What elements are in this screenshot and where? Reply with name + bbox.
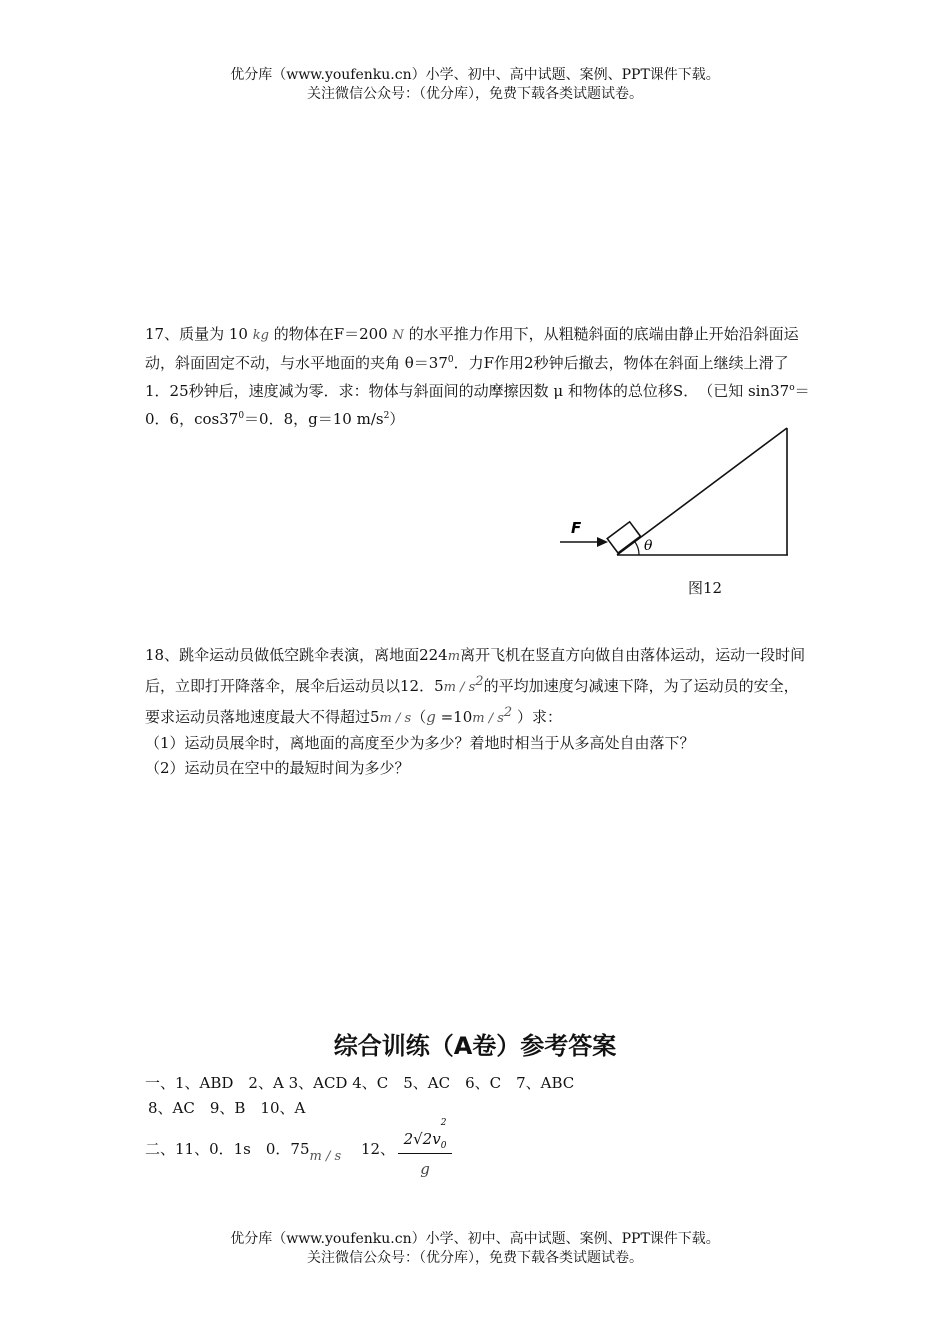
incline-diagram xyxy=(555,422,800,562)
answers-line-3 xyxy=(145,1138,396,1164)
fraction-numerator xyxy=(398,1118,452,1154)
incline-slope xyxy=(617,428,787,555)
unit-ms2: m / s xyxy=(472,711,504,726)
q18-sub-1: （1）运动员展伞时，离地面的高度至少为多少？着地时相当于从多高处自由落下？ xyxy=(145,734,695,752)
q17-text-7: ） xyxy=(389,410,405,428)
block xyxy=(607,522,640,553)
q17-text-2: 的物体在F＝200 xyxy=(268,325,393,343)
unit-ms: m / s xyxy=(379,711,412,726)
q18-text-6: ）求： xyxy=(512,708,562,726)
degree-mark: 0 xyxy=(447,355,454,365)
theta-label: θ xyxy=(644,538,653,554)
answer-12-fraction xyxy=(398,1118,452,1178)
answers-line-1: 一、1、ABD 2、A 3、ACD 4、C 5、AC 6、C 7、ABC xyxy=(145,1074,575,1092)
unit-m: m xyxy=(447,649,461,664)
footer-line-1: 优分库（www.youfenku.cn）小学、初中、高中试题、案例、PPT课件下载。 xyxy=(230,1231,720,1247)
q17-text-6: ＝0．8，g＝10 m/s xyxy=(244,410,384,428)
exponent-2: 2 xyxy=(383,411,390,421)
answers-line-2: 8、AC 9、B 10、A xyxy=(148,1099,306,1117)
q17-text-1: 17、质量为 10 xyxy=(145,325,253,343)
answer-11: 二、11、0．1s 0．75 xyxy=(145,1140,310,1158)
answer-12-label: 12、 xyxy=(341,1140,396,1158)
numerator-sup: 2 xyxy=(440,1118,447,1128)
fraction-denominator: g xyxy=(420,1160,430,1178)
question-17 xyxy=(145,322,810,432)
page-footer xyxy=(0,1230,950,1268)
angle-arc xyxy=(635,542,639,555)
unit-ms2: m / s xyxy=(443,680,476,695)
numerator-sub: 0 xyxy=(440,1141,447,1151)
degree-mark: 0 xyxy=(238,411,245,421)
header-line-2: 关注微信公众号：（优分库），免费下载各类试题试卷。 xyxy=(307,86,643,102)
q17-text-4: ．力F作用2秒钟后撤去，物体在斜面上继续上滑了1．25秒钟后，速度减为零．求：物体与斜面间的动摩擦因数 μ 和物体的总位移S． （已知 sin37 xyxy=(145,354,790,400)
unit-ms: m / s xyxy=(309,1149,342,1164)
header-line-1: 优分库（www.youfenku.cn）小学、初中、高中试题、案例、PPT课件下载。 xyxy=(230,67,720,83)
figure-caption: 图12 xyxy=(688,579,723,597)
unit-newton: N xyxy=(392,328,404,343)
degree-mark: o xyxy=(789,383,795,393)
footer-line-2: 关注微信公众号：（优分库），免费下载各类试题试卷。 xyxy=(307,1250,643,1266)
symbol-g: g xyxy=(426,708,436,726)
answers-title: 综合训练（A卷）参考答案 xyxy=(333,1032,617,1060)
q18-text-2: 离开飞机在竖直方向做自由落体运动，运动一段时间后，立即打开降落伞，展伞后运动员以12．5 xyxy=(145,646,806,695)
q18-text-1: 18、跳伞运动员做低空跳伞表演，离地面224 xyxy=(145,646,448,664)
q18-sub-2: （2）运动员在空中的最短时间为多少？ xyxy=(145,759,410,777)
q17-text-3: 的水平推力作用下，从粗糙斜面的底端由静止开始沿斜面运动，斜面固定不动，与水平地面的夹角 θ＝37 xyxy=(145,325,799,372)
question-18 xyxy=(145,643,810,781)
q18-text-3: 的平均加速度匀减速下降，为了运动员的安全，要求运动员落地速度最大不得超过5 xyxy=(145,677,799,726)
unit-kg: kg xyxy=(252,328,269,343)
exponent-2: 2 xyxy=(503,705,513,720)
force-label: F xyxy=(571,519,582,537)
q17-text-5: ＝0．6，cos37 xyxy=(145,382,810,428)
q18-text-5: =10 xyxy=(435,708,473,726)
exponent-2: 2 xyxy=(475,674,484,689)
numerator-text: 2√2v xyxy=(403,1130,441,1148)
q18-text-4: （ xyxy=(411,708,427,726)
page-header xyxy=(0,66,950,104)
q18-body xyxy=(145,643,810,731)
